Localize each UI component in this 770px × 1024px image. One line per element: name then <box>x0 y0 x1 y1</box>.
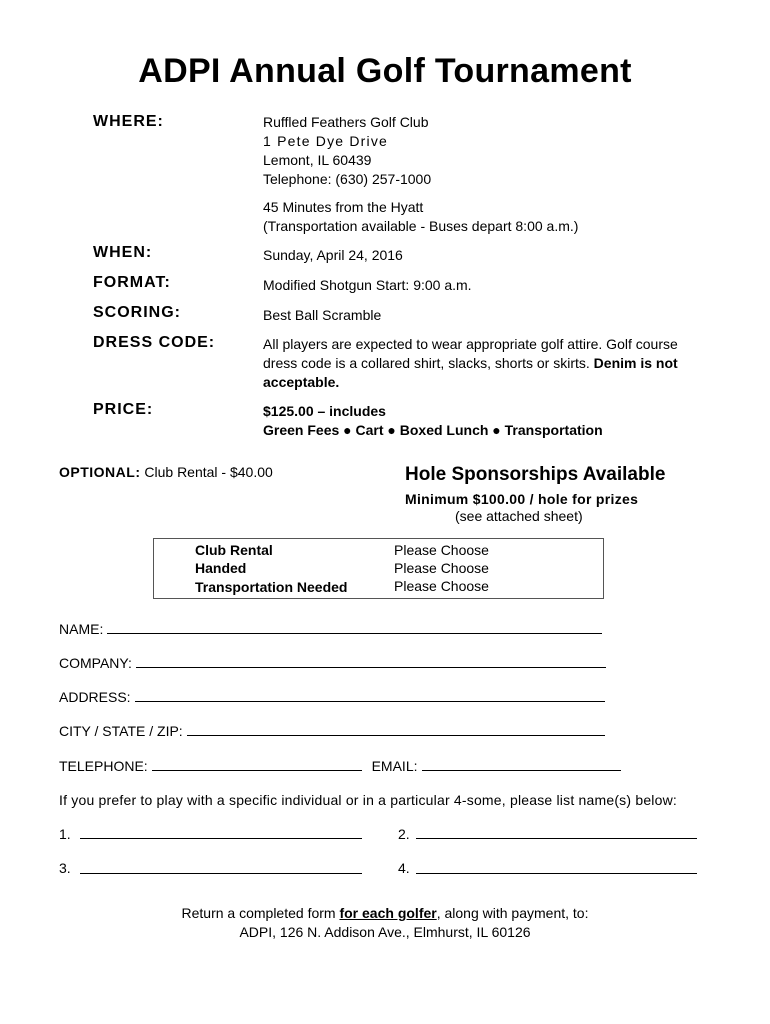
address-label: ADDRESS: <box>59 689 131 705</box>
mailing-address: ADPI, 126 N. Addison Ave., Elmhurst, IL 60126 <box>239 924 531 940</box>
preference-instructions: If you prefer to play with a specific individual or in a particular 4-some, please list name(s) below: <box>59 792 678 808</box>
telephone-label: TELEPHONE: <box>59 758 148 774</box>
handed-label: Handed <box>195 560 247 576</box>
company-row <box>59 654 606 671</box>
email-label: EMAIL: <box>371 758 418 774</box>
sponsorship-note: (see attached sheet) <box>455 508 583 524</box>
format-value: Modified Shotgun Start: 9:00 a.m. <box>263 277 472 293</box>
price-value <box>263 402 603 440</box>
format-label: FORMAT: <box>93 274 171 291</box>
price-includes: Green Fees ● Cart ● Boxed Lunch ● Transportation <box>263 422 603 438</box>
player-4-label: 4. <box>398 860 410 876</box>
optional-club-rental <box>59 464 273 480</box>
denim-warning-end: acceptable. <box>263 374 340 390</box>
denim-warning: Denim is not <box>593 355 678 371</box>
player-2-label: 2. <box>398 826 410 842</box>
company-field[interactable] <box>136 654 606 668</box>
travel-time: 45 Minutes from the Hyatt <box>263 199 424 215</box>
contact-row <box>59 757 621 774</box>
player-1-field[interactable] <box>80 838 362 839</box>
city-state-zip-field[interactable] <box>187 722 605 736</box>
price-label: PRICE: <box>93 401 154 418</box>
scoring-label: SCORING: <box>93 304 181 321</box>
name-label: NAME: <box>59 621 104 637</box>
company-label: COMPANY: <box>59 655 132 671</box>
player-1-label: 1. <box>59 826 71 842</box>
where-extra <box>263 198 578 236</box>
sponsorship-block <box>405 464 695 524</box>
player-3-field[interactable] <box>80 873 362 874</box>
address-row <box>59 688 605 705</box>
city-state-zip-row <box>59 722 605 739</box>
venue-name: Ruffled Feathers Golf Club <box>263 114 429 130</box>
player-4-field[interactable] <box>416 873 697 874</box>
address-field[interactable] <box>135 688 605 702</box>
transport-note: (Transportation available - Buses depart 8:00 a.m.) <box>263 218 579 234</box>
options-box <box>153 538 604 599</box>
where-address <box>263 113 431 189</box>
dress-code-line2: dress code is a collared shirt, slacks, shorts or skirts. <box>263 355 594 371</box>
sponsorship-heading: Hole Sponsorships Available <box>405 464 666 485</box>
player-2-field[interactable] <box>416 838 697 839</box>
optional-value: Club Rental - $40.00 <box>140 464 273 480</box>
where-label: WHERE: <box>93 113 164 130</box>
optional-label: OPTIONAL: <box>59 464 141 480</box>
return-instructions <box>0 904 770 942</box>
handed-select[interactable]: Please Choose <box>394 560 489 576</box>
city-state-zip-label: CITY / STATE / ZIP: <box>59 723 183 739</box>
return-text-emphasis: for each golfer <box>339 905 437 921</box>
venue-street: 1 Pete Dye Drive <box>263 133 389 149</box>
transportation-select[interactable]: Please Choose <box>394 578 489 594</box>
venue-phone: Telephone: (630) 257-1000 <box>263 171 432 187</box>
name-field[interactable] <box>107 620 602 634</box>
dress-code-value <box>263 335 678 392</box>
return-text-post: , along with payment, to: <box>436 905 589 921</box>
sponsorship-minimum: Minimum $100.00 / hole for prizes <box>405 491 639 507</box>
email-field[interactable] <box>422 757 621 771</box>
return-text-pre: Return a completed form <box>181 905 340 921</box>
page-title: ADPI Annual Golf Tournament <box>138 52 632 90</box>
scoring-value: Best Ball Scramble <box>263 307 382 323</box>
club-rental-label: Club Rental <box>195 542 273 558</box>
transportation-label: Transportation Needed <box>195 579 348 595</box>
when-value: Sunday, April 24, 2016 <box>263 247 403 263</box>
price-amount: $125.00 – includes <box>263 403 386 419</box>
name-row <box>59 620 602 637</box>
dress-code-label: DRESS CODE: <box>93 334 216 351</box>
club-rental-select[interactable]: Please Choose <box>394 542 489 558</box>
telephone-field[interactable] <box>152 757 362 771</box>
venue-city: Lemont, IL 60439 <box>263 152 372 168</box>
player-3-label: 3. <box>59 860 71 876</box>
dress-code-line1: All players are expected to wear appropriate golf attire. Golf course <box>263 336 678 352</box>
when-label: WHEN: <box>93 244 153 261</box>
